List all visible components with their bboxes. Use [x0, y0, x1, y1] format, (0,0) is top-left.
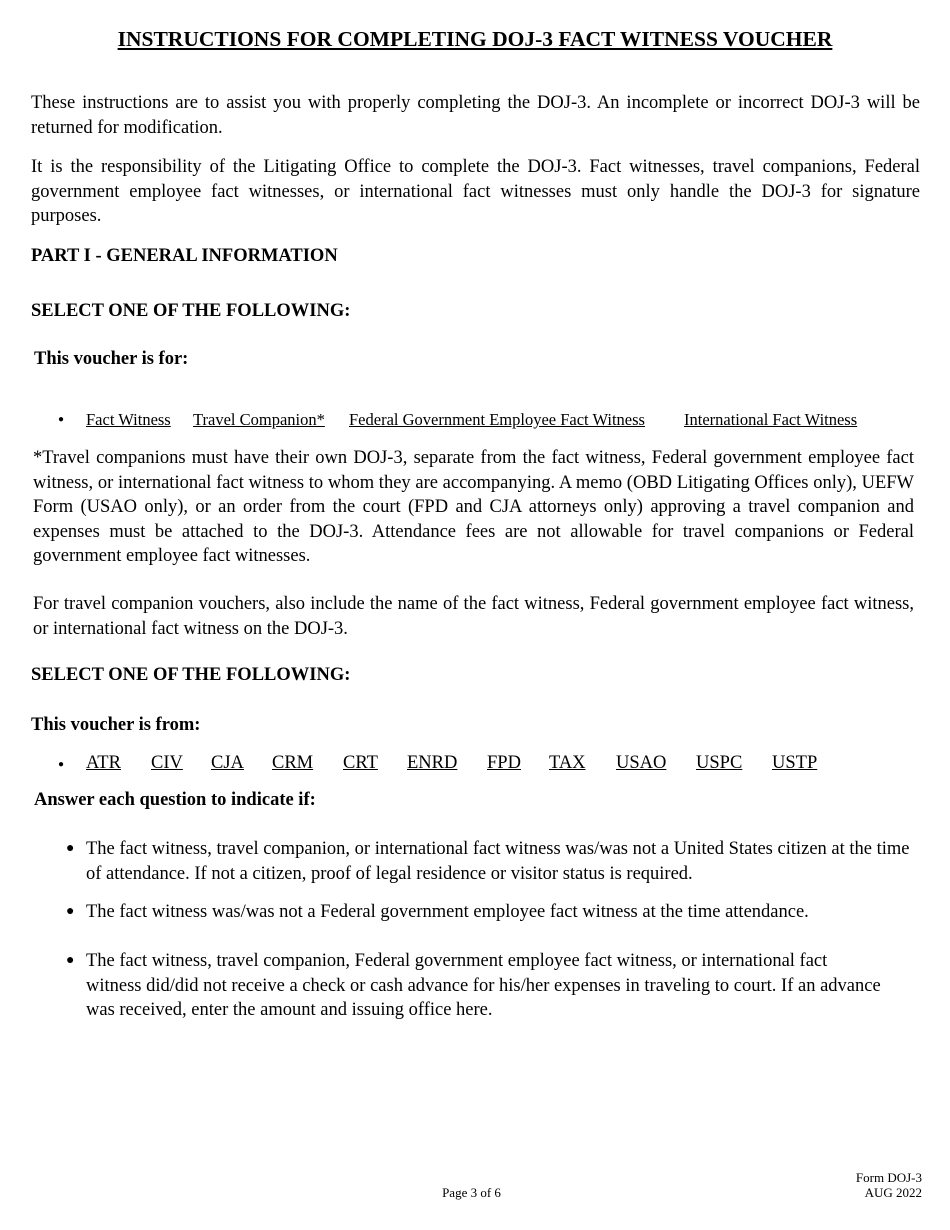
question-citizenship: The fact witness, travel companion, or international fact witness was/was not a United States citizen at the time of attendance. If not a citizen, proof of legal residence or visitor status is required.: [86, 839, 910, 884]
bullet-icon: ●: [58, 414, 65, 425]
page-title: INSTRUCTIONS FOR COMPLETING DOJ-3 FACT WITNESS VOUCHER: [117, 27, 833, 51]
option-uspc[interactable]: USPC: [696, 753, 743, 773]
select-heading-1: SELECT ONE OF THE FOLLOWING:: [31, 301, 351, 321]
voucher-for-label: This voucher is for:: [34, 349, 189, 369]
option-federal-employee-fact-witness[interactable]: Federal Government Employee Fact Witness: [349, 410, 645, 429]
select-heading-2: SELECT ONE OF THE FOLLOWING:: [31, 665, 351, 685]
option-cja[interactable]: CJA: [211, 753, 244, 773]
option-enrd[interactable]: ENRD: [407, 753, 458, 773]
option-ustp[interactable]: USTP: [772, 753, 818, 773]
form-number: Form DOJ-3: [855, 1170, 922, 1185]
question-advance: The fact witness, travel companion, Federal government employee fact witness, or international fact witness did/did not receive a check or cash advance for his/her expenses in traveling to court. If an advance was received, enter the amount and issuing office here.: [86, 951, 881, 1020]
bullet-icon: ●: [66, 904, 75, 919]
option-crt[interactable]: CRT: [343, 753, 378, 773]
option-usao[interactable]: USAO: [616, 753, 667, 773]
page-number: Page 3 of 6: [442, 1185, 501, 1200]
form-date: AUG 2022: [864, 1185, 922, 1200]
travel-companion-note: *Travel companions must have their own DOJ-3, separate from the fact witness, Federal government employee fact witness, or international fact witness to whom they are accompanying. A memo (OBD Litigating Offices only), UEFW Form (USAO only), or an order from the court (FPD and CJA attorneys only) approving a travel companion and expenses must be attached to the DOJ-3. Attendance fees are not allowable for travel companions or Federal government employee fact witnesses.: [33, 448, 914, 566]
option-tax[interactable]: TAX: [549, 753, 586, 773]
option-crm[interactable]: CRM: [272, 753, 314, 773]
part1-heading: PART I - GENERAL INFORMATION: [31, 246, 338, 266]
option-international-fact-witness[interactable]: International Fact Witness: [684, 410, 858, 429]
option-civ[interactable]: CIV: [151, 753, 183, 773]
intro-paragraph-1: These instructions are to assist you with properly completing the DOJ-3. An incomplete or incorrect DOJ-3 will be returned for modification.: [31, 93, 920, 138]
question-federal-employee: The fact witness was/was not a Federal government employee fact witness at the time attendance.: [86, 902, 809, 922]
option-fpd[interactable]: FPD: [487, 753, 521, 773]
intro-paragraph-2: It is the responsibility of the Litigating Office to complete the DOJ-3. Fact witnesses, travel companions, Federal government employee fact witnesses, or international fact witnesses must only handle the DOJ-3 for signature purposes.: [31, 157, 920, 226]
voucher-from-label: This voucher is from:: [31, 715, 201, 735]
bullet-icon: ●: [66, 953, 75, 968]
option-travel-companion[interactable]: Travel Companion*: [193, 410, 325, 429]
option-fact-witness[interactable]: Fact Witness: [86, 410, 171, 429]
answer-heading: Answer each question to indicate if:: [34, 790, 316, 810]
travel-companion-note-2: For travel companion vouchers, also include the name of the fact witness, Federal government employee fact witness, or international fact witness on the DOJ-3.: [33, 594, 914, 639]
bullet-icon: ●: [58, 759, 65, 770]
bullet-icon: ●: [66, 841, 75, 856]
option-atr[interactable]: ATR: [86, 753, 121, 773]
form-id: [856, 1170, 922, 1200]
